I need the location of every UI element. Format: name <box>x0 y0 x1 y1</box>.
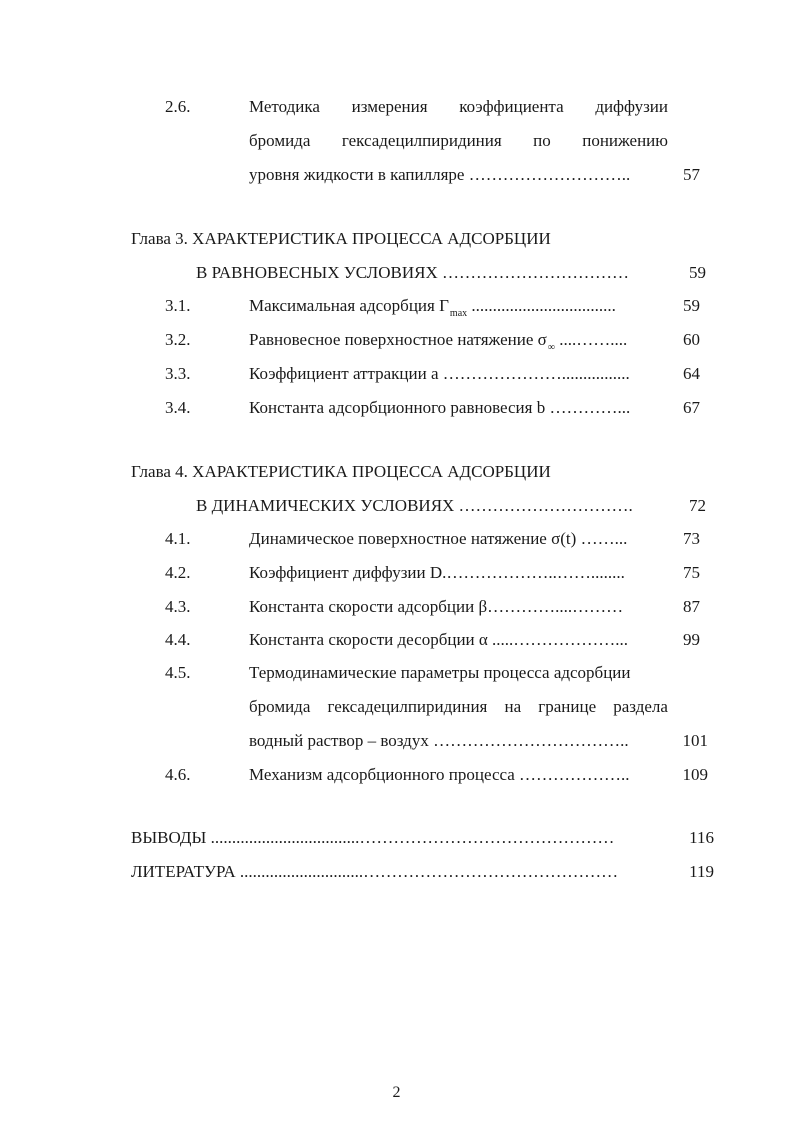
word: на <box>504 697 522 716</box>
toc-3-1-text: Максимальная адсорбция Г <box>249 296 449 315</box>
toc-chapter-4-title: Глава 4. ХАРАКТЕРИСТИКА ПРОЦЕССА АДСОРБЦИИ <box>131 462 551 481</box>
toc-4-1-page: 73 <box>683 529 700 548</box>
toc-3-1-dots: .................................. <box>467 296 616 315</box>
page-number: 2 <box>392 1084 401 1101</box>
toc-chapter-3-title: Глава 3. ХАРАКТЕРИСТИКА ПРОЦЕССА АДСОРБЦИИ <box>131 229 551 248</box>
toc-3-3-title: Коэффициент аттракции а …………………................ <box>249 364 630 383</box>
toc-4-3-title: Константа скорости адсорбции β…………....……… <box>249 597 624 616</box>
toc-4-2-page: 75 <box>683 563 700 582</box>
word: границе <box>538 697 597 716</box>
word: Методика <box>249 97 320 116</box>
word: бромида <box>249 697 311 716</box>
toc-4-5-line-1: Термодинамические параметры процесса адсорбции <box>249 663 631 682</box>
toc-3-4-title: Константа адсорбционного равновесия b …………... <box>249 398 631 417</box>
word: диффузии <box>595 97 668 116</box>
toc-3-2-page: 60 <box>683 330 700 349</box>
toc-3-1-page: 59 <box>683 296 700 315</box>
toc-2-6-page: 57 <box>683 165 700 184</box>
toc-3-3-page: 64 <box>683 364 700 383</box>
toc-4-2-number: 4.2. <box>165 563 191 582</box>
word: по <box>533 131 551 150</box>
toc-conclusions-title: ВЫВОДЫ ...................................……………………………………… <box>131 828 615 847</box>
word: гексадецилпиридиния <box>327 697 488 716</box>
toc-chapter-4-page: 72 <box>689 496 706 515</box>
word: гексадецилпиридиния <box>341 131 502 150</box>
toc-literature-title: ЛИТЕРАТУРА .............................……………………………………… <box>131 862 619 881</box>
toc-2-6-line-2 <box>249 131 668 151</box>
toc-3-4-page: 67 <box>683 398 700 417</box>
toc-3-2-title <box>249 330 627 353</box>
toc-4-5-number: 4.5. <box>165 663 191 682</box>
toc-3-2-subscript: ∞ <box>547 342 555 353</box>
word: измерения <box>351 97 428 116</box>
toc-3-3-number: 3.3. <box>165 364 191 383</box>
toc-4-4-number: 4.4. <box>165 630 191 649</box>
toc-conclusions-page: 116 <box>689 828 714 847</box>
toc-4-3-page: 87 <box>683 597 700 616</box>
toc-chapter-4-subtitle: В ДИНАМИЧЕСКИХ УСЛОВИЯХ …………………………. <box>196 496 633 515</box>
toc-3-1-subscript: max <box>449 308 468 319</box>
toc-chapter-3-page: 59 <box>689 263 706 282</box>
toc-3-1-title <box>249 296 616 319</box>
toc-chapter-3-subtitle: В РАВНОВЕСНЫХ УСЛОВИЯХ …………………………… <box>196 263 629 282</box>
toc-4-4-page: 99 <box>683 630 700 649</box>
toc-2-6-number: 2.6. <box>165 97 191 116</box>
toc-4-5-line-2 <box>249 697 668 717</box>
word: бромида <box>249 131 311 150</box>
toc-3-2-dots: ....…….... <box>554 330 628 349</box>
toc-3-4-number: 3.4. <box>165 398 191 417</box>
toc-4-1-title: Динамическое поверхностное натяжение σ(t) ……... <box>249 529 628 548</box>
toc-4-1-number: 4.1. <box>165 529 191 548</box>
toc-2-6-line-3: уровня жидкости в капилляре ……………………….. <box>249 165 631 184</box>
word: коэффициента <box>459 97 564 116</box>
toc-3-2-number: 3.2. <box>165 330 191 349</box>
toc-4-6-title: Механизм адсорбционного процесса ……………….. <box>249 765 630 784</box>
toc-4-5-line-3: водный раствор – воздух …………………………….. <box>249 731 629 750</box>
toc-4-5-page: 101 <box>682 731 708 750</box>
toc-4-6-number: 4.6. <box>165 765 191 784</box>
word: понижению <box>582 131 668 150</box>
toc-4-2-title: Коэффициент диффузии D.………………..……........ <box>249 563 625 582</box>
toc-3-1-number: 3.1. <box>165 296 191 315</box>
toc-3-2-text: Равновесное поверхностное натяжение σ <box>249 330 547 349</box>
word: раздела <box>613 697 668 716</box>
toc-4-6-page: 109 <box>682 765 708 784</box>
toc-2-6-line-1 <box>249 97 668 117</box>
toc-literature-page: 119 <box>689 862 714 881</box>
toc-4-3-number: 4.3. <box>165 597 191 616</box>
toc-4-4-title: Константа скорости десорбции α .....………………... <box>249 630 629 649</box>
